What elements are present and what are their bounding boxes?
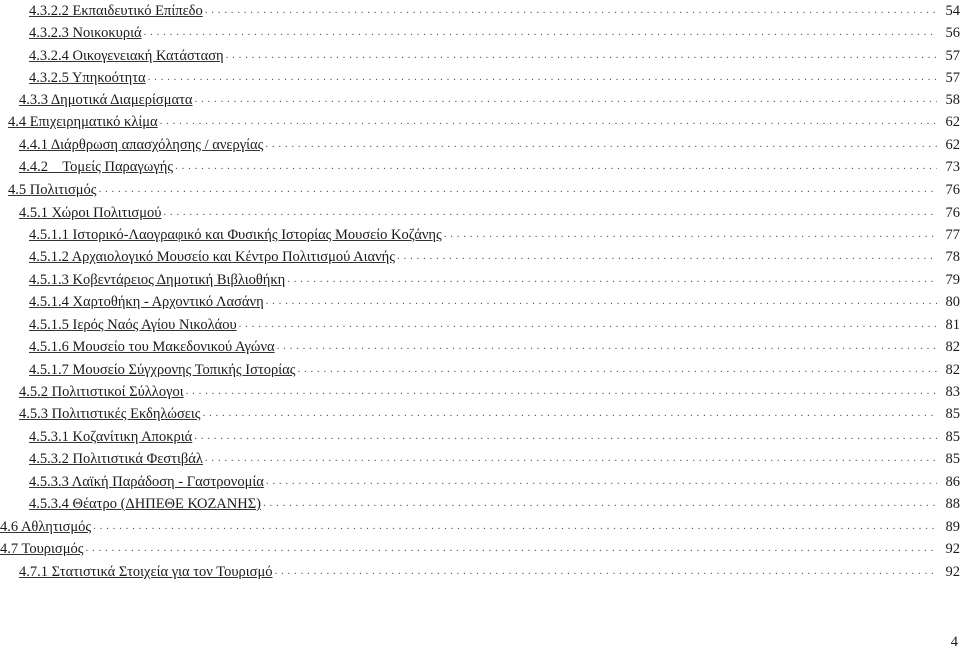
toc-entry-page: 79 bbox=[945, 272, 960, 288]
toc-entry-page: 58 bbox=[945, 92, 960, 108]
toc-entry-page: 82 bbox=[945, 362, 960, 378]
dot-leader bbox=[265, 137, 937, 152]
toc-entry-title: 4.5.1 Χώροι Πολιτισμού bbox=[19, 205, 162, 221]
dot-leader bbox=[205, 3, 937, 18]
toc-entry-title: 4.5.1.1 Ιστορικό-Λαογραφικό και Φυσικής Ιστορίας Μουσείο Κοζάνης bbox=[29, 227, 442, 243]
toc-entry[interactable] bbox=[29, 357, 960, 379]
dot-leader bbox=[275, 564, 938, 579]
dot-leader bbox=[287, 272, 937, 287]
toc-entry-title: 4.4.1 Διάρθρωση απασχόλησης / ανεργίας bbox=[19, 137, 264, 153]
toc-entry[interactable] bbox=[8, 177, 960, 199]
dot-leader bbox=[263, 496, 937, 511]
toc-entry-page: 77 bbox=[945, 227, 960, 243]
toc-entry-page: 62 bbox=[945, 137, 960, 153]
toc-entry[interactable] bbox=[19, 154, 960, 176]
dot-leader bbox=[194, 429, 937, 444]
toc-entry-title: 4.3.2.5 Υπηκοότητα bbox=[29, 70, 146, 86]
toc-entry-page: 82 bbox=[945, 339, 960, 355]
toc-entry-title: 4.3.2.2 Εκπαιδευτικό Επίπεδο bbox=[29, 3, 203, 19]
toc-entry-title: 4.5.1.2 Αρχαιολογικό Μουσείο και Κέντρο Πολιτισμού Αιανής bbox=[29, 249, 395, 265]
toc-entry[interactable] bbox=[19, 200, 960, 222]
toc-entry-page: 81 bbox=[945, 317, 960, 333]
toc-entry-page: 92 bbox=[945, 564, 960, 580]
dot-leader bbox=[297, 362, 937, 377]
toc-entry-page: 85 bbox=[945, 406, 960, 422]
toc-entry-title: 4.5.3.2 Πολιτιστικά Φεστιβάλ bbox=[29, 451, 203, 467]
toc-entry-page: 86 bbox=[945, 474, 960, 490]
toc-entry-title: 4.7 Τουρισμός bbox=[0, 541, 84, 557]
toc-entry[interactable] bbox=[29, 43, 960, 65]
dot-leader bbox=[175, 159, 937, 174]
dot-leader bbox=[144, 25, 937, 40]
toc-entry-title: 4.4.2 Τομείς Παραγωγής bbox=[19, 159, 174, 175]
toc-entry-title: 4.3.3 Δημοτικά Διαμερίσματα bbox=[19, 92, 193, 108]
toc-entry-title: 4.5.1.5 Ιερός Ναός Αγίου Νικολάου bbox=[29, 317, 237, 333]
toc-entry-title: 4.5 Πολιτισμός bbox=[8, 182, 97, 198]
toc-entry-title: 4.5.2 Πολιτιστικοί Σύλλογοι bbox=[19, 384, 184, 400]
toc-entry-page: 78 bbox=[945, 249, 960, 265]
toc-entry-page: 83 bbox=[945, 384, 960, 400]
toc-entry[interactable] bbox=[19, 559, 960, 581]
toc-entry[interactable] bbox=[29, 267, 960, 289]
toc-entry-page: 57 bbox=[945, 48, 960, 64]
toc-entry-title: 4.5.3.1 Κοζανίτικη Αποκριά bbox=[29, 429, 193, 445]
toc-entry-page: 85 bbox=[945, 429, 960, 445]
toc-entry-page: 54 bbox=[945, 3, 960, 19]
toc-entry[interactable] bbox=[19, 132, 960, 154]
toc-entry-page: 56 bbox=[945, 25, 960, 41]
dot-leader bbox=[205, 451, 937, 466]
toc-entry[interactable] bbox=[8, 109, 960, 131]
dot-leader bbox=[186, 384, 937, 399]
toc-entry[interactable] bbox=[19, 401, 960, 423]
toc-entry[interactable] bbox=[29, 289, 960, 311]
toc-entry[interactable] bbox=[0, 536, 960, 558]
toc-entry-title: 4.5.3.3 Λαϊκή Παράδοση - Γαστρονομία bbox=[29, 474, 264, 490]
dot-leader bbox=[160, 114, 937, 129]
toc-entry-title: 4.5.3 Πολιτιστικές Εκδηλώσεις bbox=[19, 406, 201, 422]
dot-leader bbox=[195, 92, 937, 107]
toc-entry-title: 4.4 Επιχειρηματικό κλίμα bbox=[8, 114, 158, 130]
toc-entry-page: 92 bbox=[945, 541, 960, 557]
toc-entry-page: 88 bbox=[945, 496, 960, 512]
dot-leader bbox=[226, 48, 937, 63]
toc-entry-title: 4.3.2.4 Οικογενειακή Κατάσταση bbox=[29, 48, 224, 64]
toc-entry[interactable] bbox=[29, 446, 960, 468]
toc-entry-title: 4.5.1.6 Μουσείο του Μακεδονικού Αγώνα bbox=[29, 339, 275, 355]
dot-leader bbox=[444, 227, 937, 242]
toc-entry-title: 4.3.2.3 Νοικοκυριά bbox=[29, 25, 142, 41]
toc-entry[interactable] bbox=[0, 514, 960, 536]
toc-entry[interactable] bbox=[29, 334, 960, 356]
toc-entry-title: 4.5.1.7 Μουσείο Σύγχρονης Τοπικής Ιστορίας bbox=[29, 362, 296, 378]
toc-entry[interactable] bbox=[19, 87, 960, 109]
toc-entry-page: 85 bbox=[945, 451, 960, 467]
dot-leader bbox=[266, 474, 937, 489]
toc-entry[interactable] bbox=[29, 312, 960, 334]
toc-entry-page: 76 bbox=[945, 182, 960, 198]
toc-entry-title: 4.6 Αθλητισμός bbox=[0, 519, 92, 535]
toc-entry[interactable] bbox=[29, 222, 960, 244]
dot-leader bbox=[93, 519, 937, 534]
toc-entry-title: 4.7.1 Στατιστικά Στοιχεία για τον Τουρισμό bbox=[19, 564, 273, 580]
toc-entry-title: 4.5.3.4 Θέατρο (ΔΗΠΕΘΕ ΚΟΖΑΝΗΣ) bbox=[29, 496, 261, 512]
toc-entry-page: 73 bbox=[945, 159, 960, 175]
toc-entry[interactable] bbox=[29, 469, 960, 491]
page-number: 4 bbox=[950, 634, 958, 650]
toc-entry[interactable] bbox=[29, 20, 960, 42]
dot-leader bbox=[203, 406, 937, 421]
toc-entry-page: 89 bbox=[945, 519, 960, 535]
toc-entry-page: 76 bbox=[945, 205, 960, 221]
dot-leader bbox=[99, 182, 937, 197]
toc-entry[interactable] bbox=[29, 244, 960, 266]
dot-leader bbox=[266, 294, 937, 309]
toc-entry[interactable] bbox=[29, 0, 960, 20]
dot-leader bbox=[397, 249, 937, 264]
toc-entry-page: 57 bbox=[945, 70, 960, 86]
dot-leader bbox=[148, 70, 937, 85]
dot-leader bbox=[163, 205, 937, 220]
dot-leader bbox=[239, 317, 937, 332]
toc-entry-page: 62 bbox=[945, 114, 960, 130]
toc-entry[interactable] bbox=[29, 65, 960, 87]
dot-leader bbox=[277, 339, 937, 354]
toc-entry[interactable] bbox=[29, 491, 960, 513]
toc-entry-title: 4.5.1.4 Χαρτοθήκη - Αρχοντικό Λασάνη bbox=[29, 294, 264, 310]
toc-entry-page: 80 bbox=[945, 294, 960, 310]
toc-entry[interactable] bbox=[19, 379, 960, 401]
toc-entry[interactable] bbox=[29, 424, 960, 446]
toc-entry-title: 4.5.1.3 Κοβεντάρειος Δημοτική Βιβλιοθήκη bbox=[29, 272, 286, 288]
dot-leader bbox=[86, 541, 938, 556]
